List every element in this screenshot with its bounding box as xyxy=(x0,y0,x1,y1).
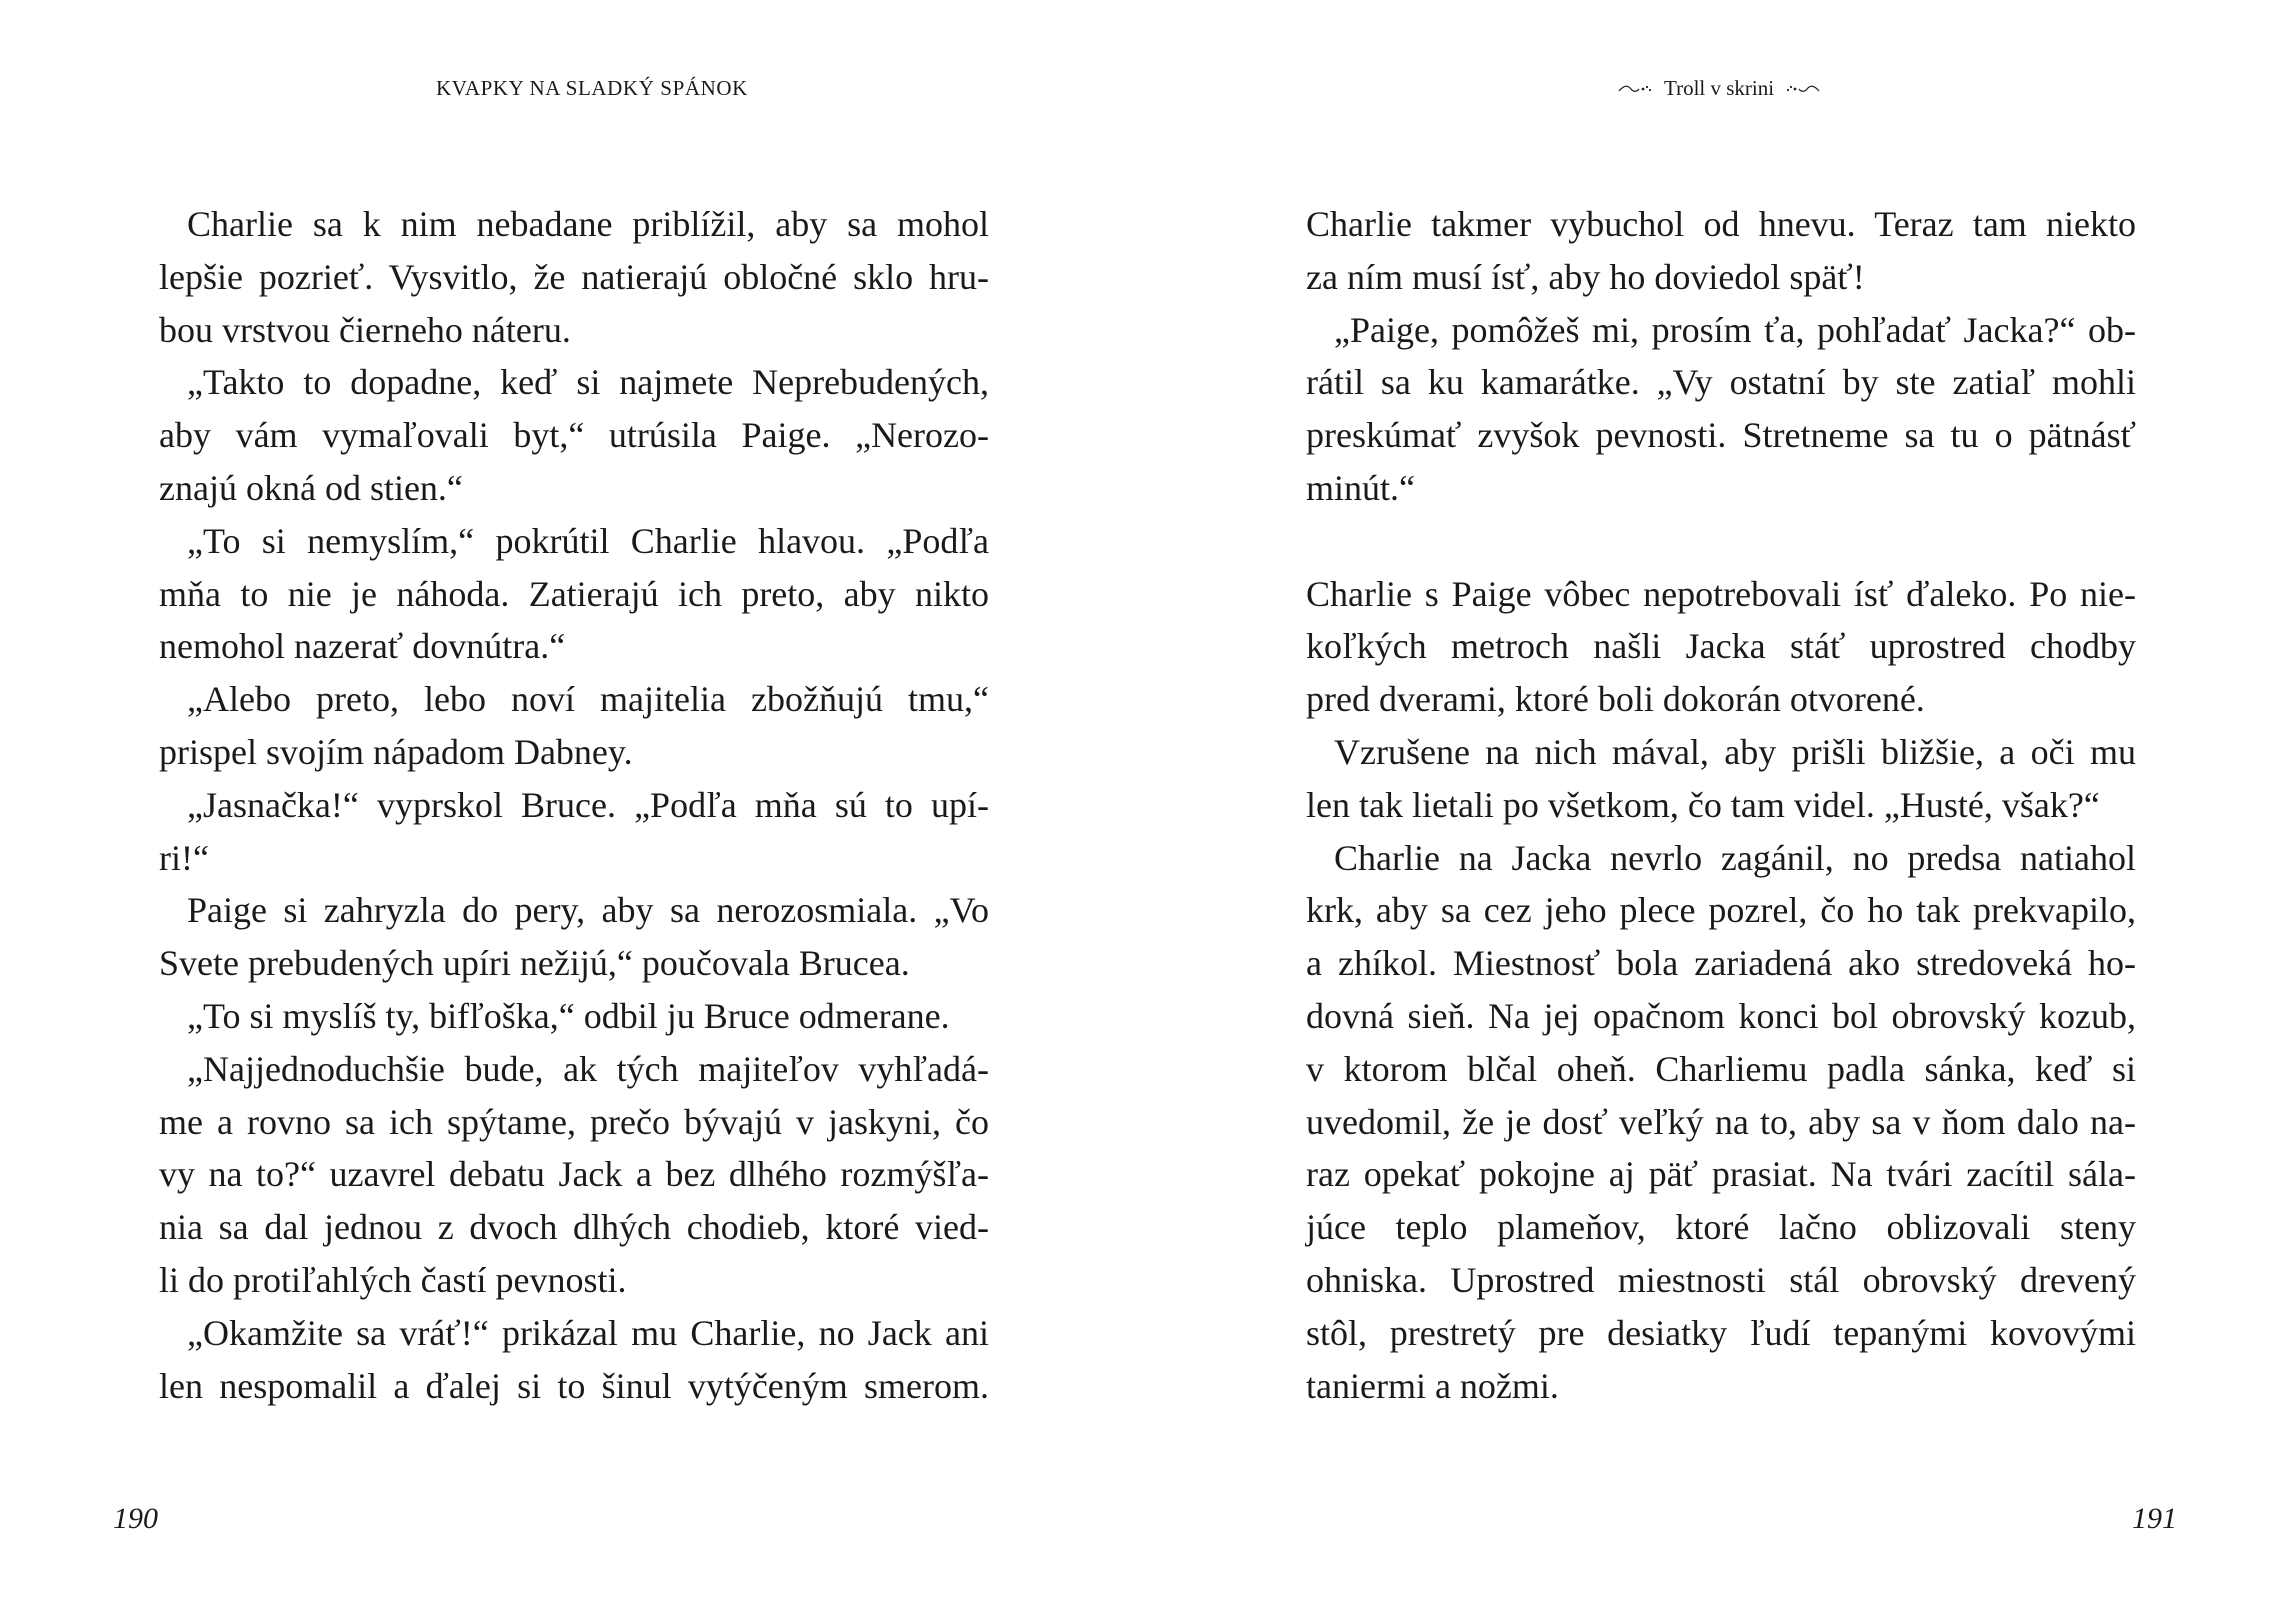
text-line: len nespomalil a ďalej si to šinul vytýčeným smerom. xyxy=(159,1365,989,1406)
page-number: 190 xyxy=(113,1502,158,1535)
text-line: taniermi a nožmi. xyxy=(1306,1365,1559,1406)
text-line: len tak lietali po všetkom, čo tam videl. „Husté, však?“ xyxy=(1306,784,2100,825)
text-line: za ním musí ísť, aby ho doviedol späť! xyxy=(1306,256,1865,297)
chapter-title: Troll v skrini xyxy=(1664,76,1775,100)
text-line: aby vám vymaľovali byt,“ utrúsila Paige. „Nerozo- xyxy=(159,415,989,456)
text-line: krk, aby sa cez jeho plece pozrel, čo ho tak prekvapilo, xyxy=(1306,890,2136,931)
text-line: Charlie na Jacka nevrlo zagánil, no predsa natiahol xyxy=(1334,837,2136,878)
text-line: Charlie s Paige vôbec nepotrebovali ísť ďaleko. Po nie- xyxy=(1306,573,2136,614)
text-line: „Okamžite sa vráť!“ prikázal mu Charlie, no Jack ani xyxy=(187,1312,989,1353)
text-line: bou vrstvou čierneho náteru. xyxy=(159,309,571,350)
text-line: „Takto to dopadne, keď si najmete Neprebudených, xyxy=(187,362,989,403)
text-line: rátil sa ku kamarátke. „Vy ostatní by ste zatiaľ mohli xyxy=(1306,362,2136,403)
text-line: nia sa dal jednou z dvoch dlhých chodieb, ktoré vied- xyxy=(159,1207,989,1248)
text-line: „Jasnačka!“ vyprskol Bruce. „Podľa mňa sú to upí- xyxy=(187,784,989,825)
text-line: „Najjednoduchšie bude, ak tých majiteľov vyhľadá- xyxy=(187,1048,989,1089)
running-head-book-title: KVAPKY NA SLADKÝ SPÁNOK xyxy=(436,76,748,100)
text-line: li do protiľahlých častí pevnosti. xyxy=(159,1259,627,1300)
text-line: uvedomil, že je dosť veľký na to, aby sa v ňom dalo na- xyxy=(1306,1101,2136,1142)
text-line: v ktorom blčal oheň. Charliemu padla sánka, keď si xyxy=(1306,1048,2136,1089)
text-line: pred dverami, ktoré boli dokorán otvorené. xyxy=(1306,679,1925,720)
text-line: nemohol nazerať dovnútra.“ xyxy=(159,626,566,667)
flourish-left-icon xyxy=(1618,83,1652,95)
running-head-chapter-title xyxy=(1618,76,1820,101)
text-line: „Paige, pomôžeš mi, prosím ťa, pohľadať Jacka?“ ob- xyxy=(1334,309,2136,350)
text-line: Svete prebudených upíri nežijú,“ poučovala Brucea. xyxy=(159,943,910,984)
flourish-right-icon xyxy=(1786,83,1820,95)
text-line: lepšie pozrieť. Vysvitlo, že natierajú obločné sklo hru- xyxy=(159,256,989,297)
text-line: prispel svojím nápadom Dabney. xyxy=(159,731,633,772)
text-line: Paige si zahryzla do pery, aby sa nerozosmiala. „Vo xyxy=(187,890,989,931)
text-line: „Alebo preto, lebo noví majitelia zbožňujú tmu,“ xyxy=(187,679,989,720)
page-number: 191 xyxy=(2132,1502,2177,1535)
text-line: me a rovno sa ich spýtame, prečo bývajú v jaskyni, čo xyxy=(159,1101,989,1142)
text-line: vy na to?“ uzavrel debatu Jack a bez dlhého rozmýšľa- xyxy=(159,1154,989,1195)
text-line: Charlie sa k nim nebadane priblížil, aby sa mohol xyxy=(187,204,989,244)
text-line: koľkých metroch našli Jacka stáť uprostred chodby xyxy=(1306,626,2136,667)
text-line: a zhíkol. Miestnosť bola zariadená ako stredoveká ho- xyxy=(1306,943,2136,984)
text-line: minút.“ xyxy=(1306,467,1415,508)
right-page xyxy=(1142,0,2284,1615)
text-line: raz opekať pokojne aj päť prasiat. Na tvári zacítil sála- xyxy=(1306,1154,2136,1195)
text-line: dovná sieň. Na jej opačnom konci bol obrovský kozub, xyxy=(1306,995,2136,1036)
text-line: júce teplo plameňov, ktoré lačno oblizovali steny xyxy=(1306,1207,2136,1248)
text-line: Charlie takmer vybuchol od hnevu. Teraz tam niekto xyxy=(1306,204,2136,244)
text-line: mňa to nie je náhoda. Zatierajú ich preto, aby nikto xyxy=(159,573,989,614)
text-line: preskúmať zvyšok pevnosti. Stretneme sa tu o pätnásť xyxy=(1306,415,2136,456)
section-break xyxy=(1306,515,2136,568)
text-line: znajú okná od stien.“ xyxy=(159,467,463,508)
text-line: ri!“ xyxy=(159,837,209,878)
text-line: stôl, prestretý pre desiatky ľudí tepanými kovovými xyxy=(1306,1312,2136,1353)
left-body-text xyxy=(159,198,989,1412)
text-line: „To si myslíš ty, bifľoška,“ odbil ju Bruce odmerane. xyxy=(187,995,950,1036)
right-body-text xyxy=(1306,198,2136,1412)
text-line: ohniska. Uprostred miestnosti stál obrovský drevený xyxy=(1306,1259,2136,1300)
text-line: „To si nemyslím,“ pokrútil Charlie hlavou. „Podľa xyxy=(187,520,989,561)
text-line: Vzrušene na nich mával, aby prišli bližšie, a oči mu xyxy=(1334,731,2136,772)
